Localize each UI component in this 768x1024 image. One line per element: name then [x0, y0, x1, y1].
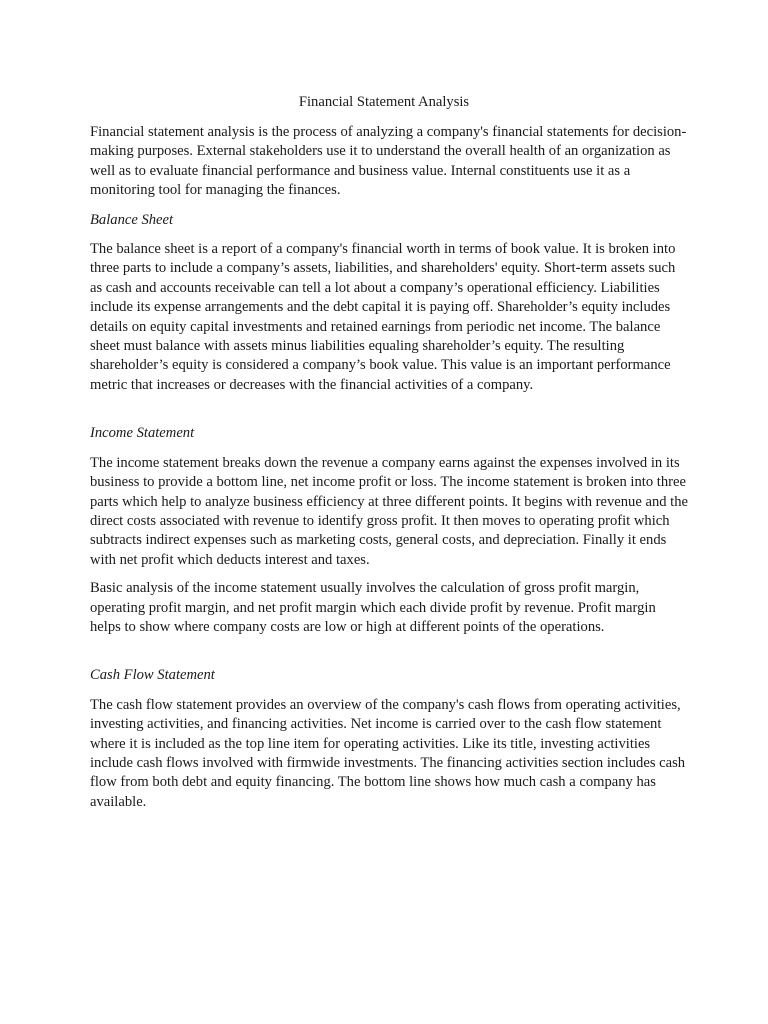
income-statement-heading: Income Statement — [90, 425, 195, 442]
balance-sheet-paragraph: The balance sheet is a report of a company's financial worth in terms of book value. It is broken into three parts to include a company’s assets, liabilities, and shareholders' equity. Short-term assets such as cash and accounts receivable can tell a lot about a company’s operational efficiency. Liabilities include its expense arrangements and the debt capital it is paying off. Shareholder’s equity includes details on equity capital investments and retained earnings from periodic net income. The balance sheet must balance with assets minus liabilities equaling shareholder’s equity. The resulting shareholder’s equity is considered a company’s book value. This value is an important performance metric that increases or decreases with the financial activities of a company. — [90, 241, 676, 393]
balance-sheet-heading: Balance Sheet — [90, 211, 174, 228]
document-body — [90, 123, 690, 812]
cash-flow-statement-paragraph: The cash flow statement provides an overview of the company's cash flows from operating activities, investing activities, and financing activities. Net income is carried over to the cash flow statement where it is included as the top line item for operating activities. Like its title, investing activities include cash flows involved with firmwide investments. The financing activities section includes cash flow from both debt and equity financing. The bottom line shows how much cash a company has available. — [90, 696, 686, 810]
income-statement-paragraph-1: The income statement breaks down the revenue a company earns against the expenses involved in its business to provide a bottom line, net income profit or loss. The income statement is broken into three parts which help to analyze business efficiency at three different points. It begins with revenue and the direct costs associated with revenue to identify gross profit. It then moves to operating profit which subtracts indirect expenses such as marketing costs, general costs, and depreciation. Finally it ends with net profit which deducts interest and taxes. — [90, 454, 689, 568]
document-title: Financial Statement Analysis — [298, 94, 470, 110]
intro-paragraph: Financial statement analysis is the process of analyzing a company's financial statements for decision-making purposes. External stakeholders use it to understand the overall health of an organization as well as to evaluate financial performance and business value. Internal constituents use it as a monitoring tool for managing the finances. — [90, 124, 687, 199]
income-statement-paragraph-2: Basic analysis of the income statement usually involves the calculation of gross profit margin, operating profit margin, and net profit margin which each divide profit by revenue. Profit margin helps to show where company costs are low or high at different points of the operations. — [90, 580, 656, 635]
cash-flow-statement-heading: Cash Flow Statement — [90, 667, 215, 684]
